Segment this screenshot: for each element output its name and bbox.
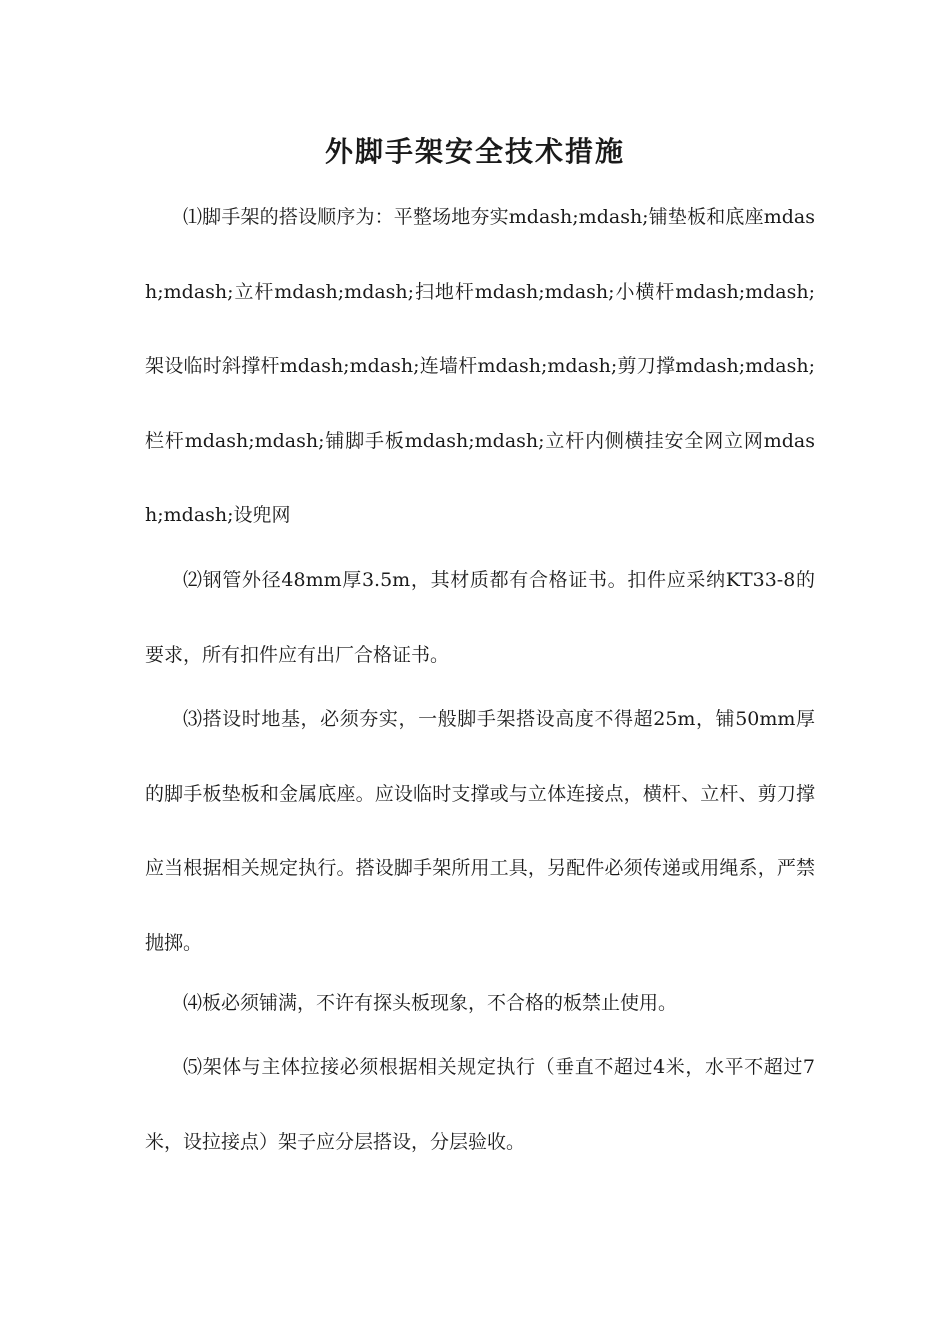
paragraph-4: ⑷板必须铺满，不许有探头板现象，不合格的板禁止使用。 bbox=[183, 992, 678, 1014]
paragraph-1: ⑴脚手架的搭设顺序为：平整场地夯实mdash;mdash;铺垫板和底座mdash;mdash;立杆mdash;mdash;扫地杆mdash;mdash;小横杆mdash;mdash;架设临时斜撑杆mdash;mdash;连墙杆mdash;mdash;剪刀撑mdash;mdash;栏杆mdash;mdash;铺脚手板mdash;mdash;立杆内侧横挂安全网立网mdash;mdash;设兜网 bbox=[145, 206, 815, 526]
document-title: 外脚手架安全技术措施 bbox=[324, 135, 625, 168]
paragraph-3: ⑶搭设时地基，必须夯实，一般脚手架搭设高度不得超25m，铺50mm厚的脚手板垫板和金属底座。应设临时支撑或与立体连接点，横杆、立杆、剪刀撑应当根据相关规定执行。搭设脚手架所用工具，另配件必须传递或用绳系，严禁抛掷。 bbox=[145, 708, 815, 954]
paragraph-2: ⑵钢管外径48mm厚3.5m，其材质都有合格证书。扣件应采纳KT33-8的要求，所有扣件应有出厂合格证书。 bbox=[145, 569, 815, 666]
paragraph-5: ⑸架体与主体拉接必须根据相关规定执行（垂直不超过4米，水平不超过7米，设拉接点）架子应分层搭设，分层验收。 bbox=[145, 1056, 815, 1153]
